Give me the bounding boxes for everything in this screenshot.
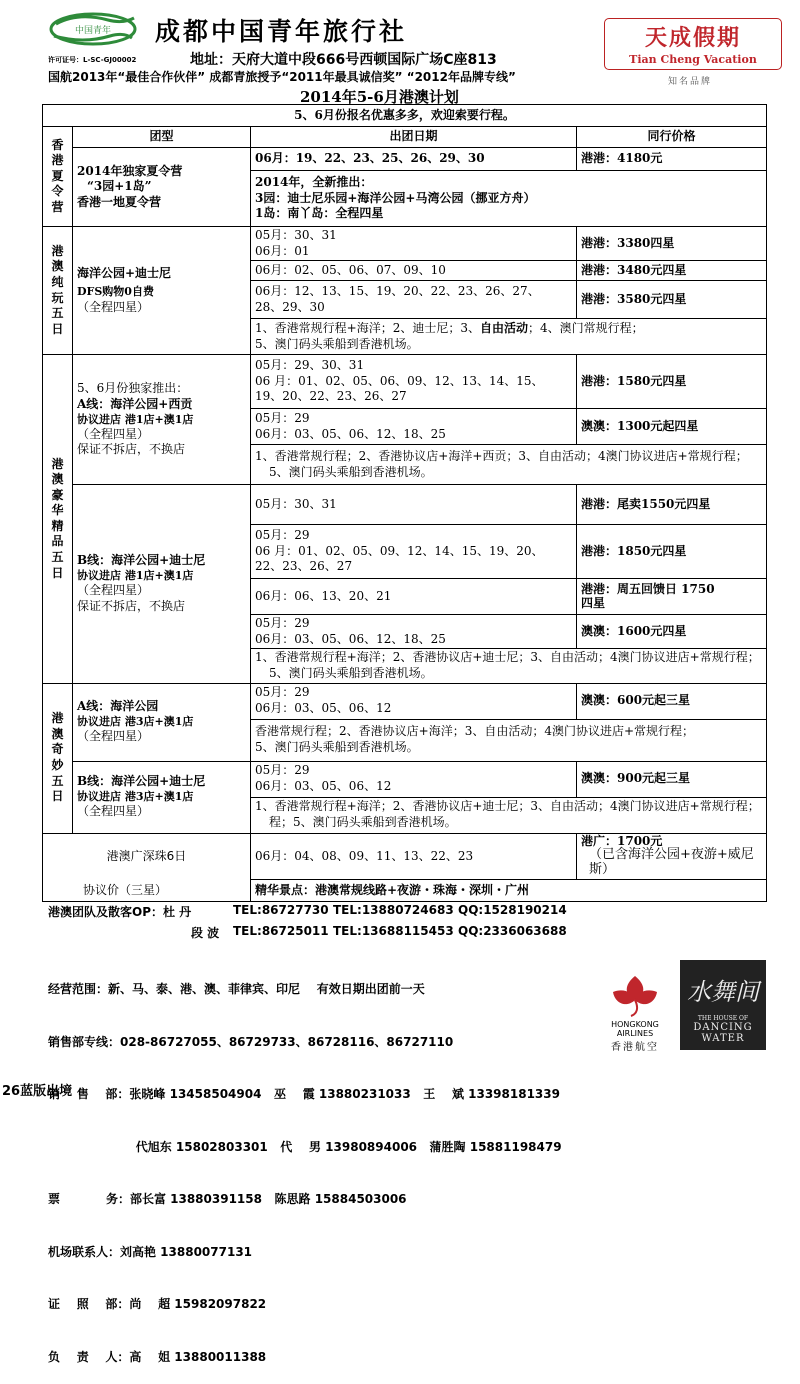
note-line: 程；5、澳门码头乘船到香港机场。 bbox=[269, 815, 457, 830]
dates-lux-b-2 bbox=[251, 525, 577, 579]
op-name: 段 波 bbox=[191, 926, 220, 940]
note-line: 1岛：南丫岛：全程四星 bbox=[255, 206, 384, 221]
op-mobile: TEL:13880724683 bbox=[333, 903, 454, 917]
bauhinia-icon bbox=[605, 972, 665, 1018]
side-text: 港澳豪华精品五日 bbox=[51, 456, 64, 580]
note-lux-b bbox=[251, 649, 767, 683]
note-pure bbox=[251, 319, 767, 355]
tour-table bbox=[42, 104, 767, 902]
note-line: 2014年，全新推出： bbox=[255, 175, 373, 190]
license-number: 许可证号：L-SC-GJ00002 bbox=[48, 56, 137, 64]
price-pure-1: 港港：3380四星 bbox=[577, 227, 767, 261]
price-pure-2: 港港：3480元四星 bbox=[577, 261, 767, 281]
group-summer bbox=[73, 148, 251, 227]
side-text: 港澳纯玩五日 bbox=[51, 243, 64, 336]
info-line: 经营范围：新、马、泰、港、澳、菲律宾、印尼 有效日期出团前一天 bbox=[48, 982, 425, 996]
price-lux-b-4: 澳澳：1600元四星 bbox=[577, 615, 767, 649]
group-lux-a bbox=[73, 355, 251, 485]
price-line: 港广：1700元 bbox=[581, 833, 663, 848]
group-line: （全程四星） bbox=[77, 299, 150, 314]
group-line: 保证不拆店，不换店 bbox=[77, 442, 186, 457]
price-lux-a-1: 港港：1580元四星 bbox=[577, 355, 767, 409]
note-line: 1、香港常规行程+海洋；2、香港协议店+迪士尼；3、自由活动；4澳门协议进店+常规行程； bbox=[255, 650, 760, 665]
dates-wonder-a bbox=[251, 683, 577, 719]
group-line: （全程四星） bbox=[77, 583, 150, 598]
info-line: 销售部专线：028-86727055、86729733、86728116、86727110 bbox=[48, 1034, 454, 1049]
note-line: 5、澳门码头乘船到香港机场。 bbox=[269, 665, 433, 680]
group-wonder-b bbox=[73, 761, 251, 833]
date-line: 06月：03、05、06、12、18、25 bbox=[255, 426, 446, 441]
group-line: （全程四星） bbox=[77, 804, 150, 819]
group-line: “3园+1岛” bbox=[87, 179, 152, 194]
group-line: DFS购物0自费 bbox=[77, 285, 154, 299]
price-summer: 港港：4180元 bbox=[577, 148, 767, 171]
group-line: 保证不拆店，不换店 bbox=[77, 598, 186, 613]
dancing-water-logo bbox=[680, 960, 766, 1050]
group-line: 香港一地夏令营 bbox=[77, 194, 162, 209]
date-line: 05月：29 bbox=[255, 685, 310, 700]
brand-tagline: 知名品牌 bbox=[668, 77, 713, 87]
dates-pure-3 bbox=[251, 281, 577, 319]
group-line: B线：海洋公园+迪士尼 bbox=[77, 553, 206, 568]
note-line: 3园：迪士尼乐园+海洋公园+马湾公园（挪亚方舟） bbox=[255, 190, 536, 205]
price-line: 港港：周五回馈日 1750 bbox=[581, 581, 715, 596]
group-pure bbox=[73, 227, 251, 355]
note-wonder-a bbox=[251, 719, 767, 761]
promo-banner: 5、6月份报名优惠多多，欢迎索要行程。 bbox=[43, 105, 767, 127]
group-line: （全程四星） bbox=[77, 729, 150, 744]
group-line: 协议价（三星） bbox=[83, 882, 168, 897]
date-line: 05月：29 bbox=[255, 763, 310, 778]
date-line: 06 月：01、02、05、06、09、12、13、14、15、 bbox=[255, 373, 544, 388]
group-line: 协议进店 港3店+澳1店 bbox=[77, 714, 194, 728]
info-line: 销 售 部：张晓峰 13458504904 巫 霞 13880231033 王 斌 13398181339 bbox=[48, 1087, 560, 1101]
group-line: 协议进店 港1店+澳1店 bbox=[77, 412, 194, 426]
page-footer: 26蓝版出境 bbox=[2, 1084, 73, 1099]
info-line: 代旭东 15802803301 代 男 13980894006 蒲胜陶 15881198479 bbox=[48, 1139, 562, 1154]
note-line: 1、香港常规行程+海洋；2、香港协议店+迪士尼；3、自由活动；4澳门协议进店+常规行程； bbox=[255, 799, 760, 814]
op-mobile: TEL:13688115453 bbox=[333, 924, 454, 938]
agency-logo bbox=[48, 10, 138, 48]
op-qq: QQ:2336063688 bbox=[458, 924, 567, 938]
op-tel: TEL:86725011 bbox=[233, 924, 329, 938]
note-line: 5、澳门码头乘船到香港机场。 bbox=[255, 740, 419, 755]
price-prd bbox=[577, 833, 767, 880]
brand-name-en: Tian Cheng Vacation bbox=[629, 53, 757, 66]
note-line: 5、澳门码头乘船到香港机场。 bbox=[269, 464, 433, 479]
date-line: 06月：03、05、06、12、18、25 bbox=[255, 631, 446, 646]
hk-airlines-en: HONGKONG AIRLINES bbox=[611, 1020, 659, 1038]
group-line: A线：海洋公园+西贡 bbox=[77, 396, 193, 411]
group-line: （全程四星） bbox=[77, 426, 150, 441]
date-line: 06月：01 bbox=[255, 243, 310, 258]
price-wonder-b: 澳澳：900元起三星 bbox=[577, 761, 767, 797]
note-prd: 精华景点：港澳常规线路+夜游・珠海・深圳・广州 bbox=[251, 880, 767, 902]
price-line: 四星 bbox=[581, 595, 606, 610]
info-line: 证 照 部：尚 超 15982097822 bbox=[48, 1297, 267, 1311]
cyts-logo-icon bbox=[48, 10, 138, 48]
note-part: 自由活动 bbox=[479, 321, 528, 336]
dates-wonder-b bbox=[251, 761, 577, 797]
note-lux-a bbox=[251, 445, 767, 485]
dates-lux-b-3: 06月：06、13、20、21 bbox=[251, 579, 577, 615]
side-text: 港澳奇妙五日 bbox=[51, 711, 64, 804]
group-lux-b bbox=[73, 485, 251, 683]
price-lux-b-3 bbox=[577, 579, 767, 615]
logo-text: 中国青年 bbox=[74, 26, 112, 36]
note-part: ；4、澳门常规行程； bbox=[527, 321, 644, 336]
brand-name-cn: 天成假期 bbox=[644, 26, 741, 51]
header-dates: 出团日期 bbox=[251, 127, 577, 148]
note-line bbox=[255, 321, 762, 337]
note-summer bbox=[251, 171, 767, 227]
date-line: 06月：12、13、15、19、20、22、23、26、27、 bbox=[255, 284, 540, 299]
op-qq: QQ:1528190214 bbox=[458, 903, 567, 917]
side-label-wonder bbox=[43, 683, 73, 833]
group-line: 5、6月份独家推出： bbox=[77, 381, 189, 396]
awards-line: 国航2013年“最佳合作伙伴” 成都青旅授予“2011年最具诚信奖” “2012年品牌专线” bbox=[48, 70, 516, 84]
price-lux-a-2: 澳澳：1300元起四星 bbox=[577, 409, 767, 445]
dancing-water-en: THE HOUSE OF bbox=[697, 1015, 749, 1022]
note-part: 1、香港常规行程+海洋；2、迪士尼；3、 bbox=[255, 321, 480, 336]
price-lux-b-1: 港港：尾卖1550元四星 bbox=[577, 485, 767, 525]
price-pure-3: 港港：3580元四星 bbox=[577, 281, 767, 319]
info-line: 机场联系人：刘高艳 13880077131 bbox=[48, 1244, 253, 1259]
group-prd-price-type bbox=[43, 880, 251, 902]
dates-lux-b-1: 05月：30、31 bbox=[251, 485, 577, 525]
date-line: 05月：29 bbox=[255, 616, 310, 631]
group-wonder-a bbox=[73, 683, 251, 761]
note-line: 香港常规行程；2、香港协议店+海洋；3、自由活动；4澳门协议进店+常规行程； bbox=[255, 724, 695, 739]
side-label-summer bbox=[43, 127, 73, 227]
brand-box bbox=[604, 18, 782, 70]
info-line: 负 责 人：高 姐 13880011388 bbox=[48, 1349, 267, 1364]
dates-lux-a-1 bbox=[251, 355, 577, 409]
date-line: 22、23、26、27 bbox=[255, 559, 353, 574]
price-wonder-a: 澳澳：600元起三星 bbox=[577, 683, 767, 719]
info-line: 票 务：部长富 13880391158 陈思路 15884503006 bbox=[48, 1192, 407, 1206]
price-line: （已含海洋公园+夜游+威尼斯） bbox=[589, 847, 754, 878]
header-group: 团型 bbox=[73, 127, 251, 148]
agency-address: 地址：天府大道中段666号西顿国际广场C座813 bbox=[190, 52, 497, 68]
date-line: 05月：30、31 bbox=[255, 228, 337, 242]
group-line: 港澳广深珠6日 bbox=[106, 848, 187, 863]
dates-prd: 06月：04、08、09、11、13、22、23 bbox=[251, 833, 577, 880]
op-contact-1 bbox=[48, 903, 768, 920]
date-line: 06月：03、05、06、12 bbox=[255, 779, 392, 794]
group-line: 协议进店 港3店+澳1店 bbox=[77, 789, 194, 803]
side-label-lux bbox=[43, 355, 73, 683]
hk-airlines-cn: 香港航空 bbox=[611, 1042, 659, 1053]
note-wonder-b bbox=[251, 797, 767, 833]
plan-title: 2014年5-6月港澳计划 bbox=[300, 88, 459, 106]
group-line: 协议进店 港1店+澳1店 bbox=[77, 568, 194, 582]
op-tel: TEL:86727730 bbox=[233, 903, 329, 917]
agency-name: 成都中国青年旅行社 bbox=[155, 17, 408, 46]
business-info bbox=[48, 946, 562, 1384]
note-line: 1、香港常规行程；2、香港协议店+海洋+西贡；3、自由活动；4澳门协议进店+常规行程； bbox=[255, 449, 748, 464]
dates-pure-1 bbox=[251, 227, 577, 261]
dates-lux-b-4 bbox=[251, 615, 577, 649]
group-line: 海洋公园+迪士尼 bbox=[77, 265, 172, 280]
date-line: 05月：29 bbox=[255, 528, 310, 543]
dancing-water-cn: 水舞间 bbox=[687, 978, 759, 1006]
op-label: 港澳团队及散客OP：杜 丹 bbox=[48, 905, 192, 919]
side-text: 香港夏令营 bbox=[51, 137, 64, 214]
header-price: 同行价格 bbox=[577, 127, 767, 148]
date-line: 28、29、30 bbox=[255, 299, 325, 314]
dates-pure-2: 06月：02、05、06、07、09、10 bbox=[251, 261, 577, 281]
date-line: 06月：03、05、06、12 bbox=[255, 701, 392, 716]
dates-summer: 06月：19、22、23、25、26、29、30 bbox=[251, 148, 577, 171]
date-line: 05月：29、30、31 bbox=[255, 358, 365, 373]
dates-lux-a-2 bbox=[251, 409, 577, 445]
dancing-water-en: WATER bbox=[701, 1033, 745, 1044]
date-line: 19、20、22、23、26、27 bbox=[255, 389, 407, 404]
side-label-pure bbox=[43, 227, 73, 355]
group-line: 2014年独家夏令营 bbox=[77, 163, 183, 178]
date-line: 05月：29 bbox=[255, 411, 310, 426]
price-lux-b-2: 港港：1850元四星 bbox=[577, 525, 767, 579]
group-line: A线：海洋公园 bbox=[77, 699, 159, 714]
group-prd bbox=[43, 833, 251, 880]
hongkong-airlines-logo bbox=[592, 972, 678, 1053]
group-line: B线：海洋公园+迪士尼 bbox=[77, 774, 206, 789]
date-line: 06 月：01、02、05、09、12、14、15、19、20、 bbox=[255, 543, 544, 558]
note-line: 5、澳门码头乘船到香港机场。 bbox=[255, 336, 419, 351]
dancing-water-en: DANCING bbox=[693, 1022, 753, 1033]
